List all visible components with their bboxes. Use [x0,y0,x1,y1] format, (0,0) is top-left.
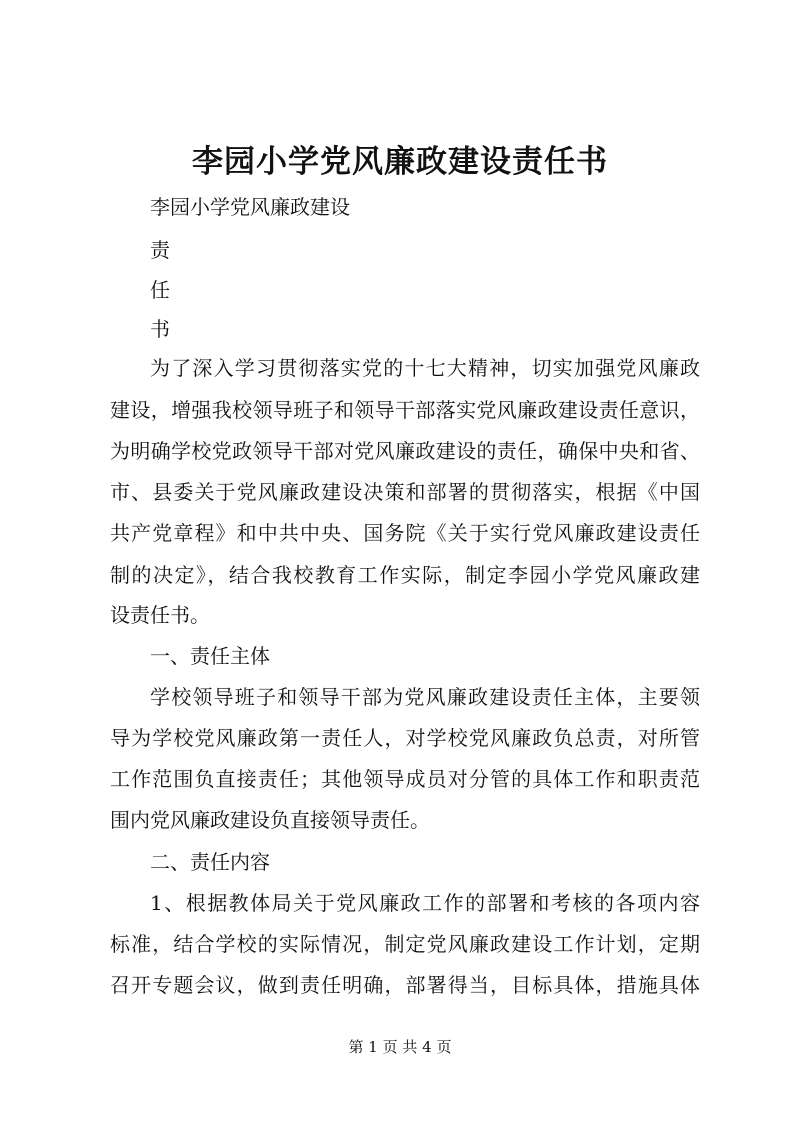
section1-paragraph-line: 学校领导班子和领导干部为党风廉政建设责任主体，主要领 [150,685,700,709]
subtitle-line: 李园小学党风廉政建设 [150,195,350,219]
subtitle-line: 书 [150,317,170,341]
intro-paragraph-line: 制的决定》，结合我校教育工作实际，制定李园小学党风廉政建 [110,563,700,587]
intro-paragraph-line: 市、县委关于党风廉政建设决策和部署的贯彻落实，根据《中国 [110,480,700,504]
section2-paragraph-line: 召开专题会议，做到责任明确，部署得当，目标具体，措施具体 [110,973,700,997]
intro-paragraph-line: 设责任书。 [110,603,210,627]
section1-paragraph-line: 工作范围负直接责任；其他领导成员对分管的具体工作和职责范 [110,767,700,791]
document-title: 李园小学党风廉政建设责任书 [192,144,608,180]
section1-paragraph-line: 围内党风廉政建设负直接领导责任。 [110,808,430,832]
intro-paragraph-line: 建设，增强我校领导班子和领导干部落实党风廉政建设责任意识， [110,398,700,422]
section1-paragraph-line: 导为学校党风廉政第一责任人，对学校党风廉政负总责，对所管 [110,726,700,750]
intro-paragraph-line: 为了深入学习贯彻落实党的十七大精神，切实加强党风廉政 [150,356,700,380]
intro-paragraph-line: 为明确学校党政领导干部对党风廉政建设的责任，确保中央和省、 [110,439,700,463]
page-number-footer: 第 1 页 共 4 页 [348,1038,452,1056]
section2-paragraph-line: 1、根据教体局关于党风廉政工作的部署和考核的各项内容 [150,891,700,915]
section-heading: 二、责任内容 [150,850,270,874]
subtitle-line: 任 [150,278,170,302]
intro-paragraph-line: 共产党章程》和中共中央、国务院《关于实行党风廉政建设责任 [110,521,700,545]
section2-paragraph-line: 标准，结合学校的实际情况，制定党风廉政建设工作计划，定期 [110,932,700,956]
subtitle-line: 责 [150,238,170,262]
section-heading: 一、责任主体 [150,644,270,668]
